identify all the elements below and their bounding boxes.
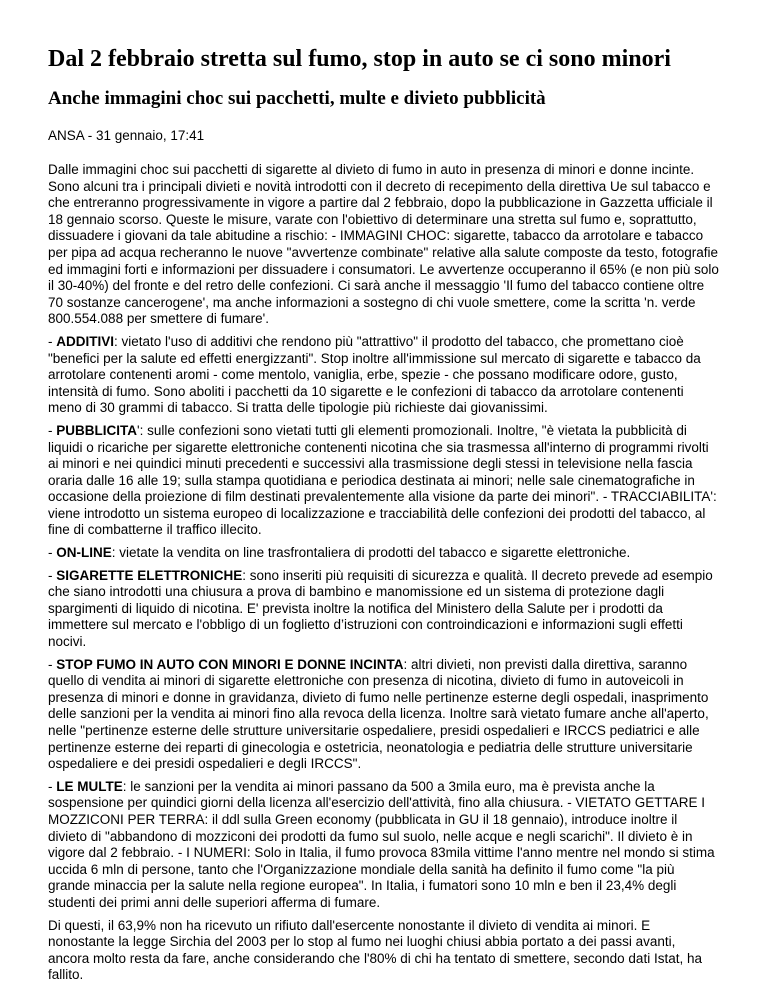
article-title: Dal 2 febbraio stretta sul fumo, stop in auto se ci sono minori [48,46,671,72]
section-text: : sono inseriti più requisiti di sicurezza e qualità. Il decreto prevede ad esempio che siano introdotti una chiusura a prova di bambino e manomissione ed un sistema di protezione dagli spargimenti di liquido di nicotina. E' prevista inoltre la notifica del Ministero della Salute per i prodotti da immettere sul mercato e l'obbligo di un foglietto d’istruzioni con controindicazioni e informazioni sugli effetti nocivi. [48,567,713,650]
section-stop-fumo-auto [48,657,720,773]
section-prefix: - [48,422,57,438]
section-heading: STOP FUMO IN AUTO CON MINORI E DONNE INCINTA [56,656,404,672]
section-pubblicita [48,423,720,539]
section-heading: SIGARETTE ELETTRONICHE [56,567,243,583]
section-additivi [48,334,720,417]
section-text: : altri divieti, non previsti dalla direttiva, saranno quello di vendita ai minori di sigarette elettroniche con presenza di nicotina, divieto di fumo in autoveicoli in presenza di minori e donne in gravidanza, divieto di fumo nelle pertinenze esterne degli ospedali, inasprimento delle sanzioni per la vendita ai minori fino alla revoca della licenza. Inoltre sarà vietato fumare anche all'aperto, nelle "pertinenze esterne delle strutture universitarie ospedaliere, presidi ospedalieri e IRCCS pediatrici e alle pertinenze esterne dei reparti di ginecologia e ostetricia, neonatologia e pediatria delle strutture universitarie ospedaliere e dei presidi ospedalieri e degli IRCCS". [48,656,709,772]
intro-paragraph: Dalle immagini choc sui pacchetti di sigarette al divieto di fumo in auto in presenza di minori e donne incinte. Sono alcuni tra i principali divieti e novità introdotti con il decreto di recepimento della direttiva Ue sul tabacco e che entreranno progressivamente in vigore a partire dal 2 febbraio, dopo la pubblicazione in Gazzetta ufficiale il 18 gennaio scorso. Queste le misure, varate con l'obiettivo di determinare una stretta sul fumo e, soprattutto, dissuadere i giovani da tale abitudine a rischio: - IMMAGINI CHOC: sigarette, tabacco da arrotolare e tabacco per pipa ad acqua recheranno le nuove "avvertenze combinate" relative alla salute composte da testo, fotografie ed immagini forti e informazioni per dissuadere i consumatori. Le avvertenze occuperanno il 65% (e non più solo il 30-40%) del fronte e del retro delle confezioni. Ci sarà anche il messaggio 'Il fumo del tabacco contiene oltre 70 sostanze cancerogene', ma anche informazioni a sostegno di chi vuole smettere, come la scritta 'n. verde 800.554.088 per smettere di fumare'. [48,162,719,327]
section-le-multe [48,779,720,912]
section-text: ': sulle confezioni sono vietati tutti gli elementi promozionali. Inoltre, "è vietata la pubblicità di liquidi o ricariche per sigarette elettroniche contenenti nicotina che sia trasmessa all'interno di programmi rivolti ai minori e nei quindici minuti precedenti e successivi alla trasmissione degli stessi in televisione nella fascia oraria dalle 16 alle 19; sulla stampa quotidiana e periodica destinata ai minori; nelle sale cinematografiche in occasione della proiezione di film destinati prevalentemente alla visione da parte dei minori". - TRACCIABILITA': viene introdotto un sistema europeo di localizzazione e tracciabilità delle confezioni dei prodotti del tabacco, al fine di combatterne il traffico illecito. [48,422,717,538]
closing-paragraph: Di questi, il 63,9% non ha ricevuto un rifiuto dall'esercente nonostante il divieto di vendita ai minori. E nonostante la legge Sirchia del 2003 per lo stop al fumo nei luoghi chiusi abbia portato a dei passi avanti, ancora molto resta da fare, anche considerando che l'80% di chi ha tentato di smettere, secondo dati Istat, ha fallito. [48,917,702,983]
section-text: : vietate la vendita on line trasfrontaliera di prodotti del tabacco e sigarette elettroniche. [111,545,631,561]
section-text: : vietato l'uso di additivi che rendono più "attrattivo" il prodotto del tabacco, che promettano cioè "benefici per la salute ed effetti energizzanti". Stop inoltre all'immissione sul mercato di sigarette e tabacco da arrotolare contenenti aromi - come mentolo, vaniglia, erbe, spezie - che possano modificare odore, gusto, intensità di fumo. Sono aboliti i pacchetti da 10 sigarette e le confezioni di tabacco da arrotolare contenenti meno di 30 grammi di tabacco. Si tratta delle tipologie più richieste dai giovanissimi. [48,333,701,416]
article-meta: ANSA - 31 gennaio, 17:41 [48,128,205,143]
article [48,44,720,990]
section-prefix: - [48,778,57,794]
article-subtitle: Anche immagini choc sui pacchetti, multe e divieto pubblicità [48,88,546,109]
section-heading: PUBBLICITA [56,422,137,438]
section-on-line [48,545,720,562]
section-sigarette-elettroniche [48,568,720,651]
section-prefix: - [48,545,57,561]
section-text: : le sanzioni per la vendita ai minori passano da 500 a 3mila euro, ma è prevista anche la sospensione per quindici giorni della licenza all'esercizio dell'attività, fino alla chiusura. - VIETATO GETTARE I MOZZICONI PER TERRA: il ddl sulla Green economy (pubblicata in GU il 18 gennaio), introduce inoltre il divieto di "abbandono di mozziconi dei prodotti da fumo sul suolo, nelle acque e negli scarichi". Il divieto è in vigore dal 2 febbraio. - I NUMERI: Solo in Italia, il fumo provoca 83mila vittime l'anno mentre nel mondo si stima uccida 6 mln di persone, tanto che l'Organizzazione mondiale della sanità ha definito il fumo come "la più grande minaccia per la salute nella regione europea". In Italia, i fumatori sono 10 mln e ben il 23,4% degli studenti dei primi anni delle superiori afferma di fumare. [48,778,715,910]
section-heading: ADDITIVI [56,333,115,349]
section-heading: LE MULTE [56,778,123,794]
section-prefix: - [48,333,57,349]
section-heading: ON-LINE [56,545,112,561]
section-prefix: - [48,656,57,672]
section-prefix: - [48,567,57,583]
